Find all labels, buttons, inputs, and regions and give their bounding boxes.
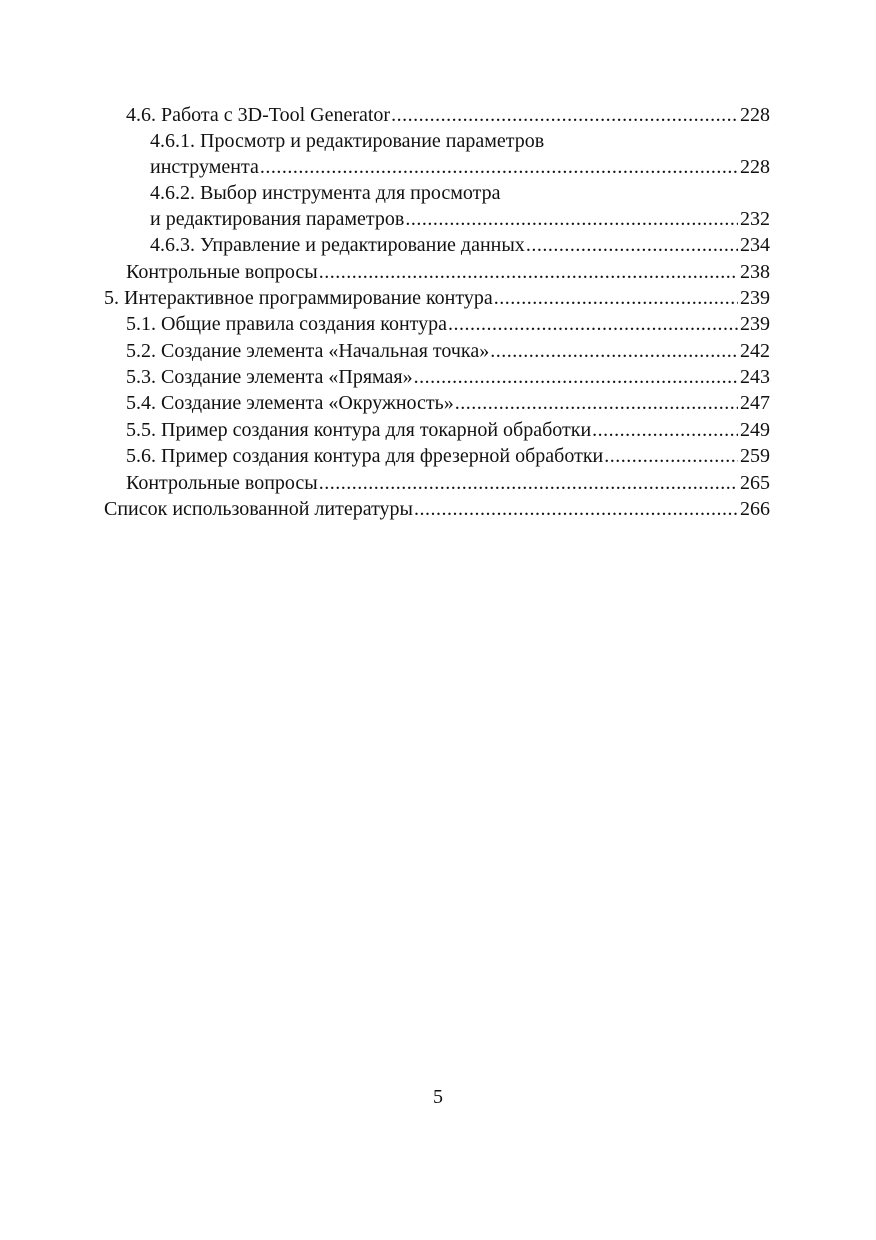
toc-entry-4-6-1 (0, 128, 876, 154)
toc-entry-title: Контрольные вопросы (126, 472, 318, 494)
toc-entry-5-3 (0, 364, 876, 390)
toc-entry-page: 265 (740, 472, 770, 494)
toc-entry-4-6-2-cont (0, 206, 876, 232)
toc-entry-title: инструмента (150, 156, 259, 178)
toc-leader-dots (405, 206, 738, 232)
toc-entry-page: 247 (740, 392, 770, 414)
toc-leader-dots (391, 102, 738, 128)
toc-entry-4-6-2 (0, 180, 876, 206)
toc-entry-title: Список использованной литературы (104, 498, 413, 520)
toc-entry-5-2 (0, 338, 876, 364)
toc-entry-4-6 (0, 102, 876, 128)
toc-leader-dots (526, 232, 738, 258)
toc-entry-title: 5.3. Создание элемента «Прямая» (126, 366, 413, 388)
toc-entry-5-4 (0, 390, 876, 416)
toc-entry-page: 234 (740, 234, 770, 256)
toc-leader-dots (490, 338, 738, 364)
toc-leader-dots (414, 364, 738, 390)
toc-entry-page: 232 (740, 208, 770, 230)
toc-entry-page: 239 (740, 287, 770, 309)
toc-entry-title: 4.6.3. Управление и редактирование данных (150, 234, 525, 256)
toc-entry-page: 228 (740, 104, 770, 126)
toc-leader-dots (592, 417, 738, 443)
toc-entry-title: 5.6. Пример создания контура для фрезерной обработки (126, 445, 604, 467)
toc-entry-4-6-1-cont (0, 154, 876, 180)
toc-entry-page: 239 (740, 313, 770, 335)
toc-entry-title: и редактирования параметров (150, 208, 405, 230)
toc-entry-bibliography (0, 496, 876, 522)
toc-leader-dots (319, 259, 738, 285)
toc-entry-5-5 (0, 417, 876, 443)
toc-entry-page: 228 (740, 156, 770, 178)
toc-entry-review-questions-5 (0, 470, 876, 496)
toc-entry-title: 5.2. Создание элемента «Начальная точка» (126, 340, 490, 362)
toc-entry-4-6-3 (0, 232, 876, 258)
toc-entry-review-questions-4 (0, 259, 876, 285)
toc-entry-page: 259 (740, 445, 770, 467)
toc-entry-title: 5.5. Пример создания контура для токарной обработки (126, 419, 592, 441)
toc-entry-page: 249 (740, 419, 770, 441)
toc-leader-dots (604, 443, 738, 469)
toc-entry-title: 4.6. Работа с 3D-Tool Generator (126, 104, 391, 126)
toc-entry-page: 266 (740, 498, 770, 520)
toc-entry-page: 238 (740, 261, 770, 283)
toc-leader-dots (494, 285, 738, 311)
toc-leader-dots (260, 154, 738, 180)
toc-entry-title: Контрольные вопросы (126, 261, 318, 283)
toc-leader-dots (455, 390, 738, 416)
toc-leader-dots (319, 470, 738, 496)
toc-leader-dots (448, 311, 738, 337)
page-number: 5 (433, 1086, 443, 1108)
toc-entry-title: 4.6.2. Выбор инструмента для просмотра (150, 182, 501, 204)
toc-leader-dots (414, 496, 738, 522)
toc-entry-5-6 (0, 443, 876, 469)
toc-entry-5-1 (0, 311, 876, 337)
toc-entry-5 (0, 285, 876, 311)
toc-entry-title: 5.1. Общие правила создания контура (126, 313, 448, 335)
toc-entry-page: 243 (740, 366, 770, 388)
toc-entry-title: 4.6.1. Просмотр и редактирование параметров (150, 130, 545, 152)
toc-entry-title: 5. Интерактивное программирование контура (104, 287, 493, 309)
toc-entry-title: 5.4. Создание элемента «Окружность» (126, 392, 454, 414)
toc-entry-page: 242 (740, 340, 770, 362)
